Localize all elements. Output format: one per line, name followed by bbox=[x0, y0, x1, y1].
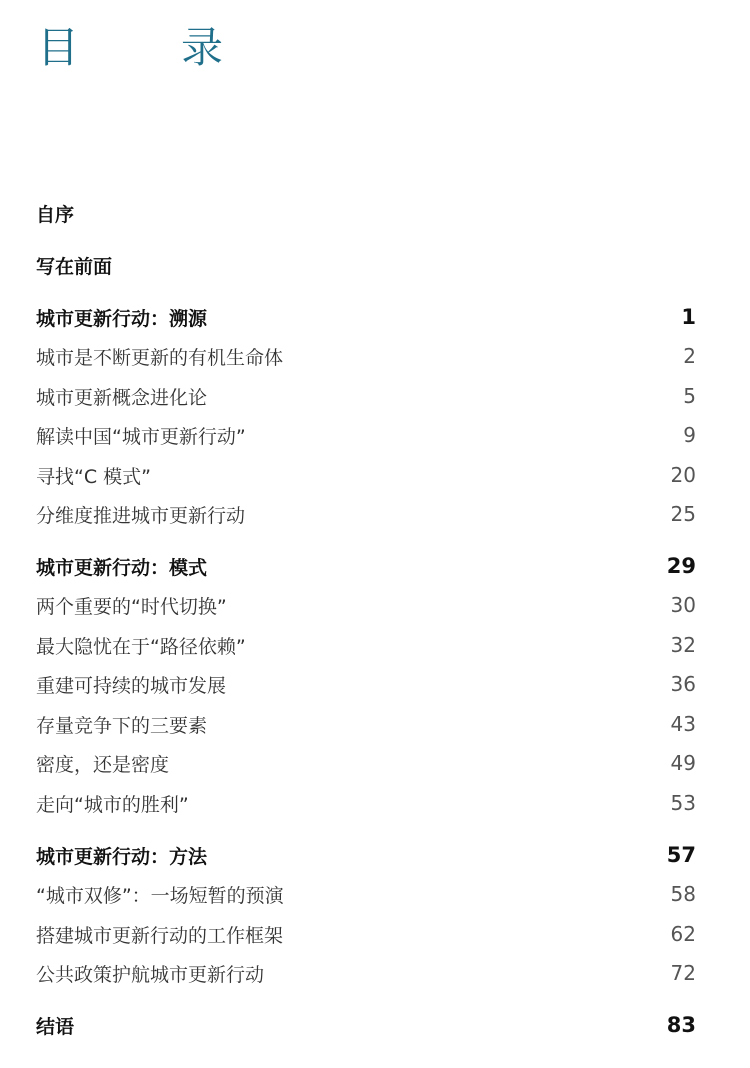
toc-page-number: 62 bbox=[670, 922, 696, 946]
toc-label: 分维度推进城市更新行动 bbox=[36, 504, 246, 527]
toc-page-number: 32 bbox=[670, 633, 696, 657]
toc-page-number: 30 bbox=[670, 593, 696, 617]
toc-label: “城市双修”：一场短暂的预演 bbox=[36, 884, 284, 907]
toc-entry[interactable] bbox=[36, 630, 696, 660]
toc-label: 寻找“C 模式” bbox=[36, 465, 151, 488]
toc-section-models[interactable] bbox=[36, 551, 696, 581]
toc-page-number: 57 bbox=[666, 843, 696, 867]
toc-entry[interactable] bbox=[36, 341, 696, 371]
toc-page-number: 5 bbox=[683, 384, 696, 408]
toc-entry[interactable] bbox=[36, 669, 696, 699]
toc-page-number: 49 bbox=[670, 751, 696, 775]
toc-label: 最大隐忧在于“路径依赖” bbox=[36, 635, 246, 658]
toc-label: 密度，还是密度 bbox=[36, 753, 170, 776]
toc-label: 城市更新行动：模式 bbox=[36, 556, 208, 579]
toc-section-preface[interactable] bbox=[36, 198, 696, 228]
toc-label: 城市更新行动：溯源 bbox=[36, 307, 208, 330]
toc-label: 两个重要的“时代切换” bbox=[36, 595, 227, 618]
toc-label: 搭建城市更新行动的工作框架 bbox=[36, 924, 284, 947]
toc-page-number: 20 bbox=[670, 463, 696, 487]
toc-entry[interactable] bbox=[36, 709, 696, 739]
toc-page-number: 9 bbox=[683, 423, 696, 447]
toc-entry[interactable] bbox=[36, 499, 696, 529]
toc-page-number: 58 bbox=[670, 882, 696, 906]
toc-entry[interactable] bbox=[36, 879, 696, 909]
toc-label: 写在前面 bbox=[36, 255, 113, 278]
toc-page-number: 72 bbox=[670, 961, 696, 985]
toc-page-number: 43 bbox=[670, 712, 696, 736]
toc-label: 解读中国“城市更新行动” bbox=[36, 425, 246, 448]
toc-page-number: 2 bbox=[683, 344, 696, 368]
toc-page-number: 83 bbox=[666, 1013, 696, 1037]
toc-entry[interactable] bbox=[36, 460, 696, 490]
toc-label: 城市更新概念进化论 bbox=[36, 386, 208, 409]
toc-section-conclusion[interactable] bbox=[36, 1010, 696, 1040]
toc-page-number: 53 bbox=[670, 791, 696, 815]
toc-entry[interactable] bbox=[36, 958, 696, 988]
toc-page-number: 25 bbox=[670, 502, 696, 526]
toc-entry[interactable] bbox=[36, 748, 696, 778]
toc-label: 结语 bbox=[36, 1015, 75, 1038]
toc-section-origins[interactable] bbox=[36, 302, 696, 332]
toc-page-number: 1 bbox=[681, 305, 696, 329]
toc-label: 公共政策护航城市更新行动 bbox=[36, 963, 265, 986]
toc-label: 城市更新行动：方法 bbox=[36, 845, 208, 868]
toc-section-foreword[interactable] bbox=[36, 250, 696, 280]
toc-entry[interactable] bbox=[36, 919, 696, 949]
toc-label: 城市是不断更新的有机生命体 bbox=[36, 346, 284, 369]
toc-section-methods[interactable] bbox=[36, 840, 696, 870]
toc-page-number: 29 bbox=[666, 554, 696, 578]
toc-page-number: 36 bbox=[670, 672, 696, 696]
toc-entry[interactable] bbox=[36, 420, 696, 450]
toc-label: 走向“城市的胜利” bbox=[36, 793, 189, 816]
toc-label: 存量竞争下的三要素 bbox=[36, 714, 208, 737]
toc-entry[interactable] bbox=[36, 381, 696, 411]
page-title: 目 录 bbox=[37, 23, 254, 72]
toc-entry[interactable] bbox=[36, 788, 696, 818]
toc-label: 自序 bbox=[36, 203, 75, 226]
toc-entry[interactable] bbox=[36, 590, 696, 620]
toc-label: 重建可持续的城市发展 bbox=[36, 674, 227, 697]
